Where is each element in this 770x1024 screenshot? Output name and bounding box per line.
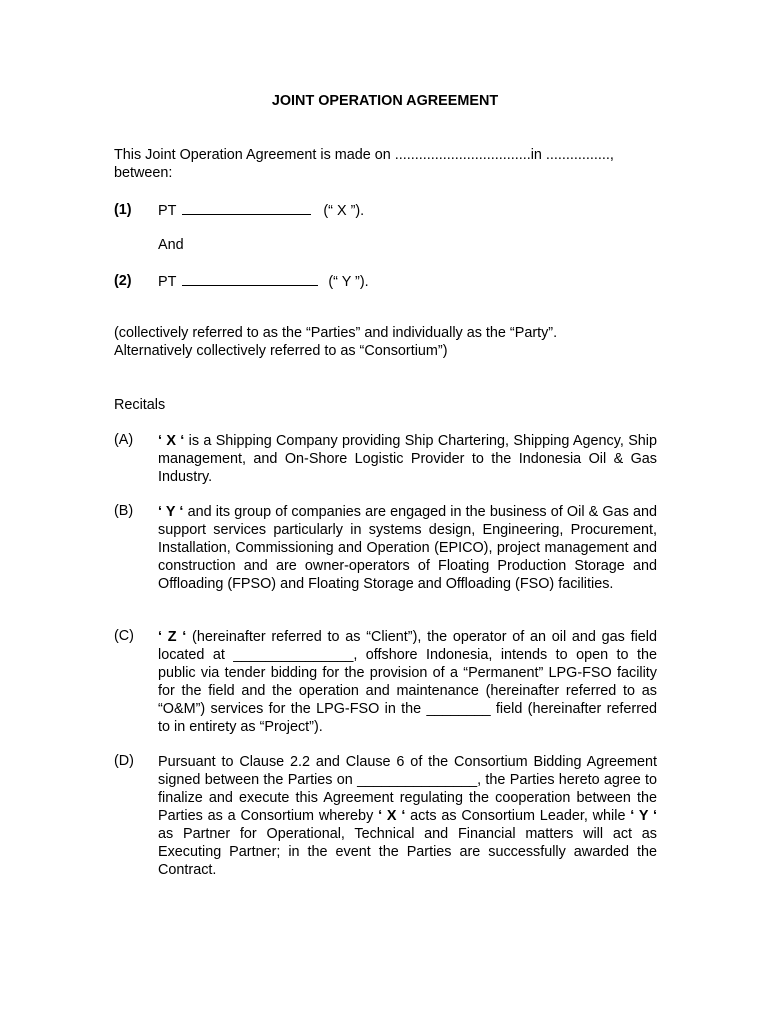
- party-1-line: [158, 202, 364, 219]
- party-1-suffix: (“ X ”).: [323, 203, 365, 219]
- recital-c-text: [158, 628, 657, 736]
- collective-paragraph: [114, 324, 657, 360]
- collective-line-1: (collectively referred to as the “Parties” and individually as the “Party”.: [114, 325, 558, 341]
- recital-c-body-2: , offshore Indonesia, intends to open to the public via tender bidding for the provision of a “Permanent” LPG-FSO facility for the field and the operation and maintenance (hereinafter referred to as “O&M”) services for the LPG-FSO in the: [158, 647, 658, 717]
- recital-a-party: ‘ X ‘: [158, 433, 185, 449]
- recital-d-party-x: ‘ X ‘: [378, 808, 406, 824]
- recital-c-body-3: field (hereinafter referred to in entirety as “Project”).: [158, 701, 657, 735]
- party-1-name-blank: [182, 202, 311, 215]
- recital-c-label: (C): [114, 628, 134, 644]
- recital-a-text: [158, 432, 657, 486]
- and-text: And: [158, 237, 184, 253]
- recital-b-body: and its group of companies are engaged in the business of Oil & Gas and support services particularly in systems design, Engineering, Procurement, Installation, Commissioning and Operation (EPICO), project management and construction and are owner-operators of Floating Production Storage and Offloading (FPSO) and Floating Storage and Offloading (FSO) facilities.: [158, 504, 657, 592]
- recital-c-field-blank: ________: [426, 701, 491, 717]
- recital-d-body-3: acts as Consortium Leader, while: [405, 808, 631, 824]
- recital-c-location-blank: _______________: [233, 647, 354, 663]
- recital-d-date-blank: _______________: [357, 772, 478, 788]
- recital-d-body-4: as Partner for Operational, Technical and Financial matters will act as Executing Partner; in the event the Parties are successfully awarded the Contract.: [158, 826, 657, 878]
- party-2-prefix: PT: [158, 274, 177, 290]
- recital-d-body-2: , the Parties hereto agree to finalize and execute this Agreement regulating the cooperation between the Parties as a Consortium whereby: [158, 772, 657, 824]
- recital-d-party-y: ‘ Y ‘: [630, 808, 658, 824]
- collective-line-2: Alternatively collectively referred to as “Consortium”): [114, 343, 448, 359]
- recital-d-text: [158, 753, 657, 879]
- intro-line-2: between:: [114, 165, 173, 181]
- party-2-line: [158, 273, 369, 290]
- recital-b-text: [158, 503, 657, 593]
- document-title: JOINT OPERATION AGREEMENT: [271, 93, 499, 109]
- recital-c-body-1: (hereinafter referred to as “Client”), the operator of an oil and gas field located at: [158, 629, 657, 663]
- recital-d-label: (D): [114, 753, 134, 769]
- recitals-heading: Recitals: [114, 397, 166, 413]
- party-2-suffix: (“ Y ”).: [328, 274, 369, 290]
- recital-d-body-1: Pursuant to Clause 2.2 and Clause 6 of the Consortium Bidding Agreement signed between the Parties on: [158, 754, 657, 788]
- party-1-number: (1): [114, 202, 132, 218]
- intro-paragraph: [114, 146, 657, 182]
- party-1-prefix: PT: [158, 203, 177, 219]
- party-2-name-blank: [182, 273, 318, 286]
- recital-b-party: ‘ Y ‘: [158, 504, 184, 520]
- party-2-number: (2): [114, 273, 132, 289]
- recital-a-label: (A): [114, 432, 134, 448]
- recital-b-label: (B): [114, 503, 134, 519]
- recital-a-body: is a Shipping Company providing Ship Chartering, Shipping Agency, Ship management, and On-Shore Logistic Provider to the Indonesia Oil & Gas Industry.: [158, 433, 658, 485]
- intro-line-1: This Joint Operation Agreement is made on ..................................in ................,: [114, 147, 614, 163]
- recital-c-party: ‘ Z ‘: [158, 629, 187, 645]
